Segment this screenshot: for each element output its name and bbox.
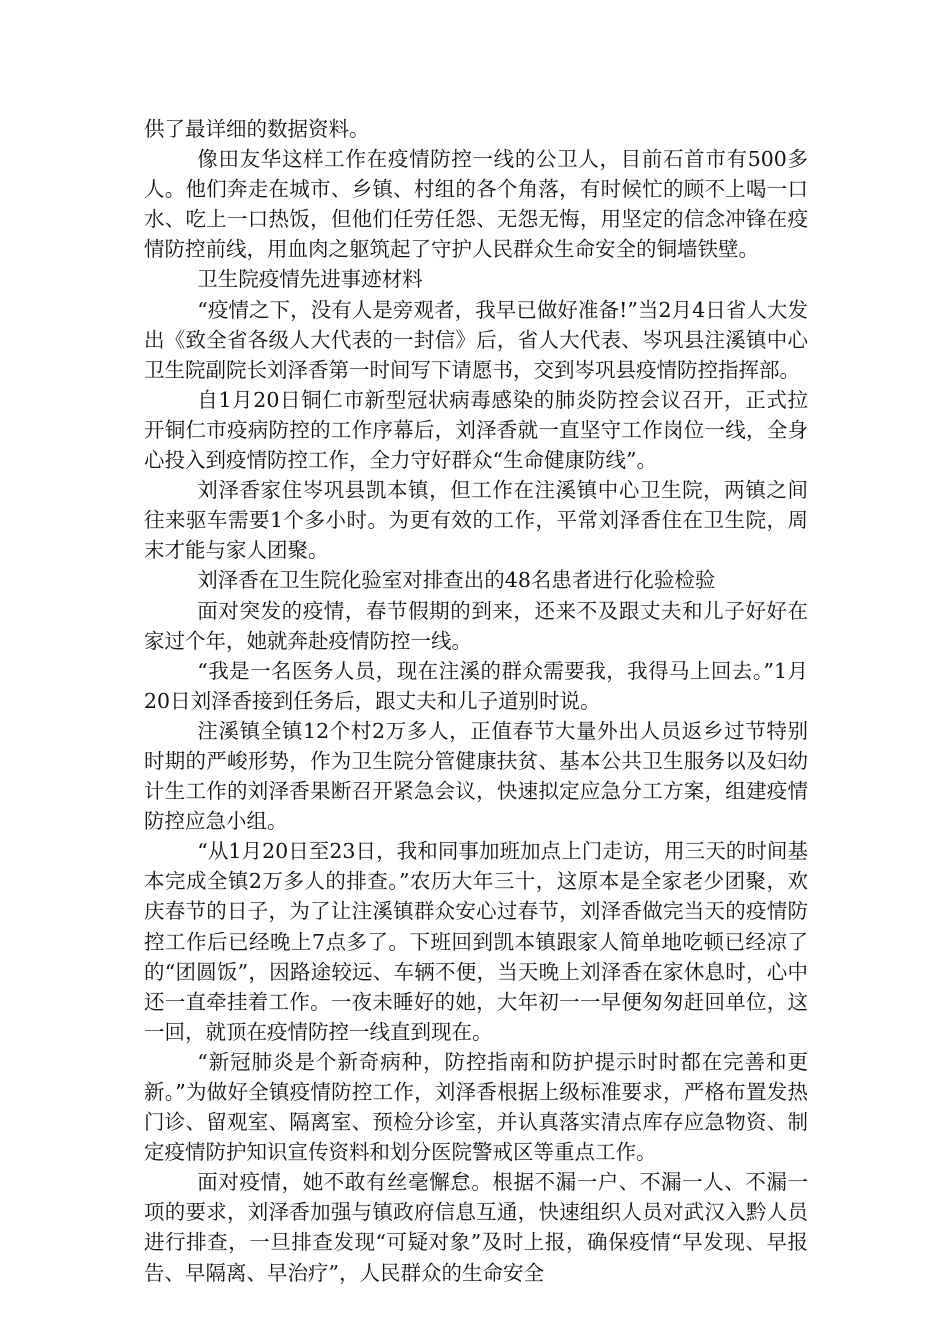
- image-caption: 刘泽香在卫生院化验室对排查出的48名患者进行化验检验: [197, 568, 716, 593]
- paragraph: 面对疫情，她不敢有丝毫懈怠。根据不漏一户、不漏一人、不漏一项的要求，刘泽香加强与镇政府信息互通，快速组织人员对武汉入黔人员进行排查，一旦排查发现“可疑对象”及时上报，确保疫情“早发现、早报告、早隔离、早治疗”，人民群众的生命安全: [144, 1170, 808, 1285]
- paragraph: 面对突发的疫情，春节假期的到来，还来不及跟丈夫和儿子好好在家过个年，她就奔赴疫情防控一线。: [144, 598, 808, 653]
- document-body: [144, 114, 808, 1288]
- paragraph: 刘泽香家住岑巩县凯本镇，但工作在注溪镇中心卫生院，两镇之间往来驱车需要1个多小时。为更有效的工作，平常刘泽香住在卫生院，周末才能与家人团聚。: [144, 478, 808, 563]
- paragraph: 注溪镇全镇12个村2万多人，正值春节大量外出人员返乡过节特别时期的严峻形势，作为卫生院分管健康扶贫、基本公共卫生服务以及妇幼计生工作的刘泽香果断召开紧急会议，快速拟定应急分工方案，组建疫情防控应急小组。: [144, 718, 808, 834]
- section-heading: 卫生院疫情先进事迹材料: [197, 267, 423, 292]
- paragraph: “疫情之下，没有人是旁观者，我早已做好准备!”当2月4日省人大发出《致全省各级人大代表的一封信》后，省人大代表、岑巩县注溪镇中心卫生院副院长刘泽香第一时间写下请愿书，交到岑巩县疫情防控指挥部。: [144, 297, 808, 382]
- paragraph: “我是一名医务人员，现在注溪的群众需要我，我得马上回去。”1月20日刘泽香接到任务后，跟丈夫和儿子道别时说。: [144, 658, 808, 713]
- paragraph: 像田友华这样工作在疫情防控一线的公卫人，目前石首市有500多人。他们奔走在城市、乡镇、村组的各个角落，有时候忙的顾不上喝一口水、吃上一口热饭，但他们任劳任怨、无怨无悔，用坚定的信念冲锋在疫情防控前线，用血肉之躯筑起了守护人民群众生命安全的铜墙铁壁。: [144, 147, 808, 262]
- paragraph: “从1月20日至23日，我和同事加班加点上门走访，用三天的时间基本完成全镇2万多人的排查。”农历大年三十，这原本是全家老少团聚，欢庆春节的日子，为了让注溪镇群众安心过春节，刘泽香做完当天的疫情防控工作后已经晚上7点多了。下班回到凯本镇跟家人简单地吃顿已经凉了的“团圆饭”，因路途较远、车辆不便，当天晚上刘泽香在家休息时，心中还一直牵挂着工作。一夜未睡好的她，大年初一一早便匆匆赶回单位，这一回，就顶在疫情防控一线直到现在。: [144, 839, 808, 1044]
- paragraph: “新冠肺炎是个新奇病种，防控指南和防护提示时时都在完善和更新。”为做好全镇疫情防控工作，刘泽香根据上级标准要求，严格布置发热门诊、留观室、隔离室、预检分诊室，并认真落实清点库存应急物资、制定疫情防护知识宣传资料和划分医院警戒区等重点工作。: [144, 1049, 808, 1165]
- paragraph: 自1月20日铜仁市新型冠状病毒感染的肺炎防控会议召开，正式拉开铜仁市疫病防控的工作序幕后，刘泽香就一直坚守工作岗位一线，全身心投入到疫情防控工作，全力守好群众“生命健康防线”。: [144, 387, 808, 473]
- paragraph: 供了最详细的数据资料。: [144, 117, 370, 141]
